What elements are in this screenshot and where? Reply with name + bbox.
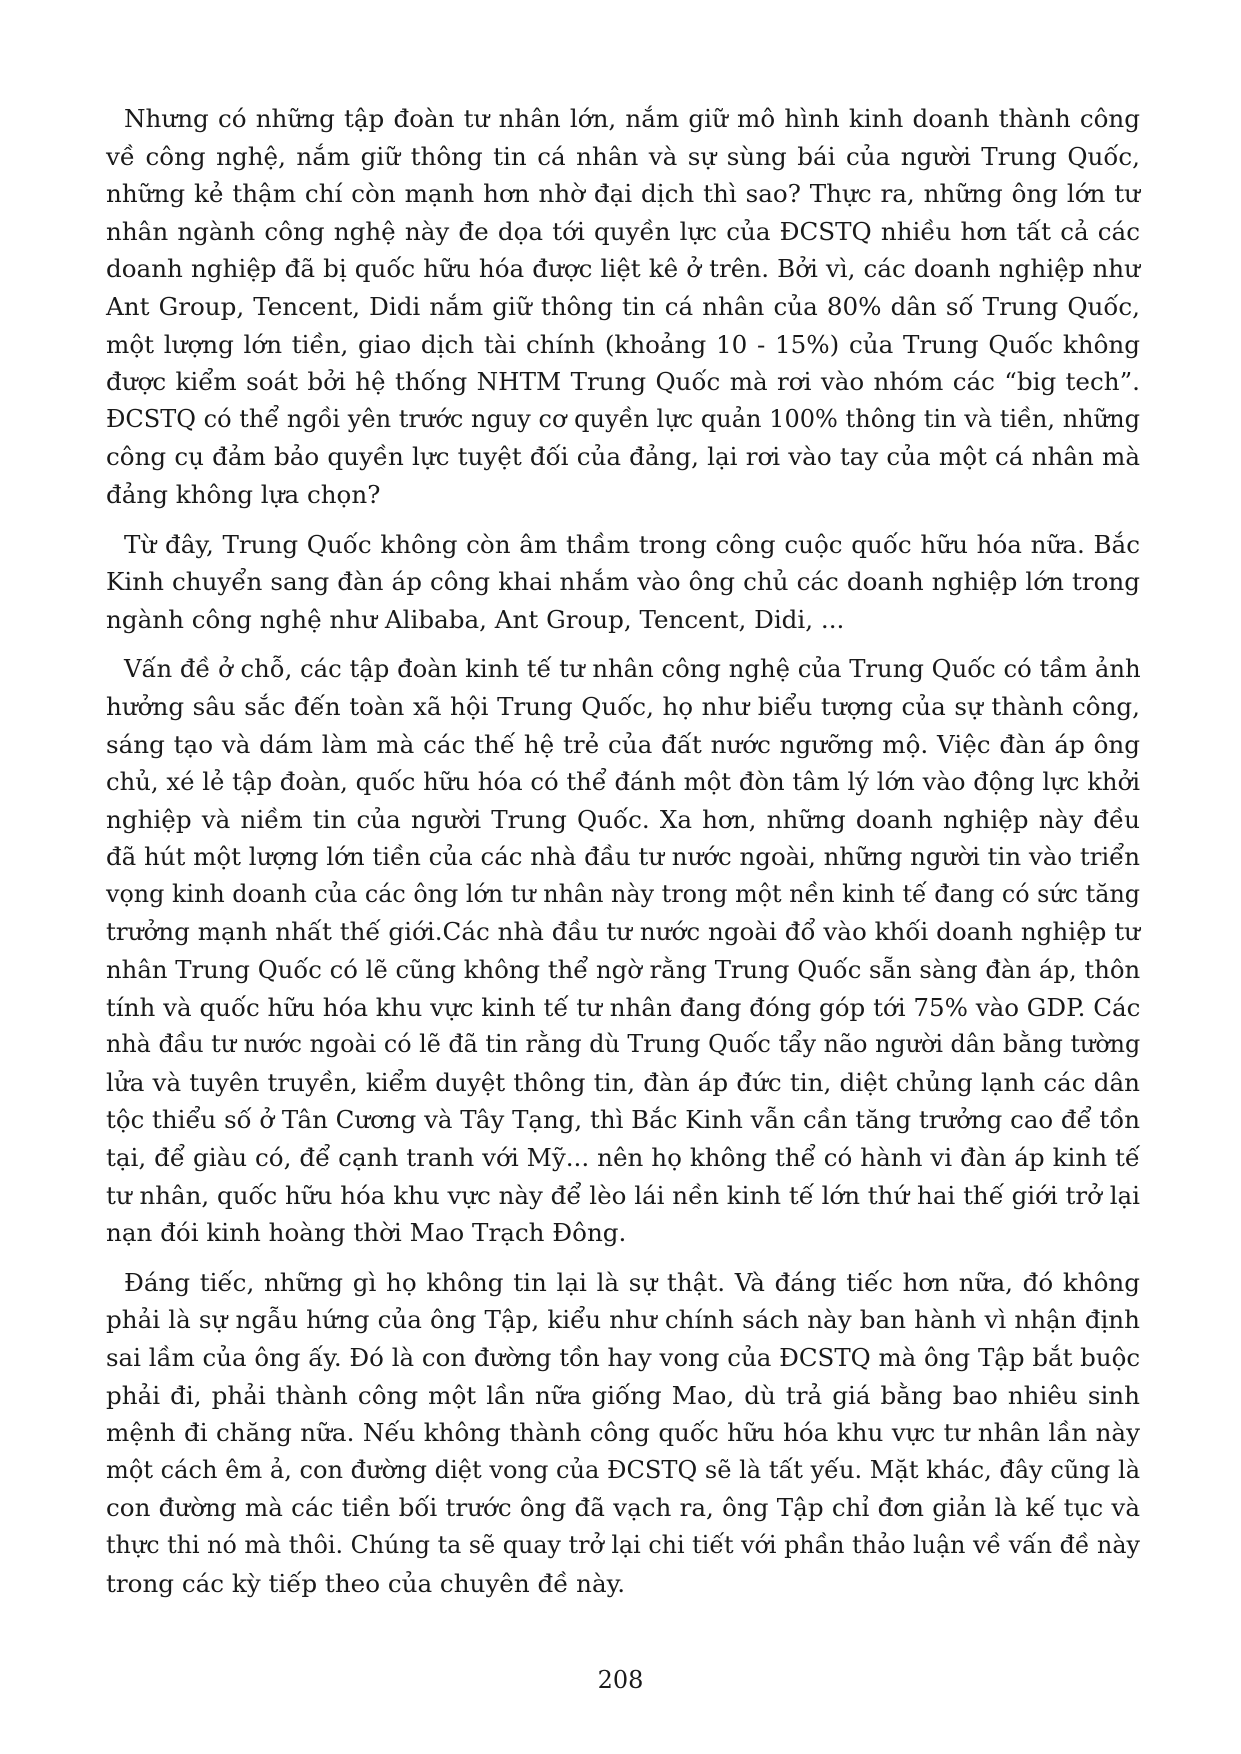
- text-line: Vấn đề ở chỗ, các tập đoàn kinh tế tư nhân công nghệ của Trung Quốc có tầm ảnh: [124, 654, 1141, 684]
- text-line: chủ, xé lẻ tập đoàn, quốc hữu hóa có thể đánh một đòn tâm lý lớn vào động lực khởi: [106, 767, 1140, 797]
- text-line: Kinh chuyển sang đàn áp công khai nhắm vào ông chủ các doanh nghiệp lớn trong: [106, 567, 1140, 597]
- text-line: tư nhân, quốc hữu hóa khu vực này để lèo lái nền kinh tế lớn thứ hai thế giới trở lại: [106, 1180, 1140, 1210]
- text-line: tại, để giàu có, để cạnh tranh với Mỹ... nên họ không thể có hành vi đàn áp kinh tế: [106, 1143, 1140, 1173]
- text-line: sáng tạo và dám làm mà các thế hệ trẻ của đất nước ngưỡng mộ. Việc đàn áp ông: [106, 729, 1140, 759]
- text-line: trưởng mạnh nhất thế giới.Các nhà đầu tư nước ngoài đổ vào khối doanh nghiệp tư: [106, 917, 1140, 947]
- text-line: con đường mà các tiền bối trước ông đã vạch ra, ông Tập chỉ đơn giản là kế tục và: [106, 1493, 1140, 1523]
- text-line: về công nghệ, nắm giữ thông tin cá nhân và sự sùng bái của người Trung Quốc,: [106, 141, 1140, 171]
- text-line: Ant Group, Tencent, Didi nắm giữ thông tin cá nhân của 80% dân số Trung Quốc,: [106, 291, 1140, 321]
- text-line: nhân ngành công nghệ này đe dọa tới quyền lực của ĐCSTQ nhiều hơn tất cả các: [106, 216, 1140, 246]
- paragraph: [106, 650, 1140, 1252]
- text-line: lửa và tuyên truyền, kiểm duyệt thông tin, đàn áp đức tin, diệt chủng lạnh các dân: [106, 1067, 1140, 1097]
- text-line: nghiệp và niềm tin của người Trung Quốc. Xa hơn, những doanh nghiệp này đều: [106, 804, 1140, 834]
- text-line: nạn đói kinh hoàng thời Mao Trạch Đông.: [106, 1218, 627, 1248]
- page-number: 208: [597, 1666, 644, 1694]
- text-line: được kiểm soát bởi hệ thống NHTM Trung Quốc mà rơi vào nhóm các “big tech”.: [106, 367, 1140, 397]
- text-line: mệnh đi chăng nữa. Nếu không thành công quốc hữu hóa khu vực tư nhân lần này: [106, 1418, 1140, 1448]
- text-line: công cụ đảm bảo quyền lực tuyệt đối của đảng, lại rơi vào tay của một cá nhân mà: [106, 442, 1140, 472]
- text-line: hưởng sâu sắc đến toàn xã hội Trung Quốc, họ như biểu tượng của sự thành công,: [106, 691, 1140, 721]
- text-line: Nhưng có những tập đoàn tư nhân lớn, nắm giữ mô hình kinh doanh thành công: [124, 104, 1140, 133]
- text-line: doanh nghiệp đã bị quốc hữu hóa được liệt kê ở trên. Bởi vì, các doanh nghiệp như: [106, 254, 1140, 284]
- text-line: trong các kỳ tiếp theo của chuyên đề này.: [106, 1568, 626, 1598]
- text-line: Đáng tiếc, những gì họ không tin lại là sự thật. Và đáng tiếc hơn nữa, đó không: [124, 1267, 1140, 1297]
- text-line: một cách êm ả, con đường diệt vong của ĐCSTQ sẽ là tất yếu. Mặt khác, đây cũng là: [106, 1455, 1141, 1484]
- text-line: thực thi nó mà thôi. Chúng ta sẽ quay trở lại chi tiết với phần thảo luận về vấn đề này: [106, 1530, 1140, 1559]
- text-line: sai lầm của ông ấy. Đó là con đường tồn hay vong của ĐCSTQ mà ông Tập bắt buộc: [106, 1343, 1141, 1372]
- text-line: ngành công nghệ như Alibaba, Ant Group, Tencent, Didi, ...: [106, 604, 845, 634]
- text-line: vọng kinh doanh của các ông lớn tư nhân này trong một nền kinh tế đang có sức tăng: [106, 879, 1141, 908]
- text-line: phải là sự ngẫu hứng của ông Tập, kiểu như chính sách này ban hành vì nhận định: [106, 1305, 1140, 1335]
- text-line: một lượng lớn tiền, giao dịch tài chính (khoảng 10 - 15%) của Trung Quốc không: [106, 329, 1140, 359]
- text-line: nhân Trung Quốc có lẽ cũng không thể ngờ rằng Trung Quốc sẵn sàng đàn áp, thôn: [106, 955, 1141, 985]
- text-line: ĐCSTQ có thể ngồi yên trước nguy cơ quyền lực quản 100% thông tin và tiền, những: [106, 404, 1140, 433]
- text-line: nhà đầu tư nước ngoài có lẽ đã tin rằng dù Trung Quốc tẩy não người dân bằng tường: [106, 1030, 1141, 1059]
- text-line: Từ đây, Trung Quốc không còn âm thầm trong công cuộc quốc hữu hóa nữa. Bắc: [124, 529, 1140, 559]
- text-line: phải đi, phải thành công một lần nữa giống Mao, dù trả giá bằng bao nhiêu sinh: [106, 1380, 1140, 1410]
- text-line: tính và quốc hữu hóa khu vực kinh tế tư nhân đang đóng góp tới 75% vào GDP. Các: [106, 992, 1141, 1022]
- paragraph: [106, 1264, 1140, 1602]
- text-line: đã hút một lượng lớn tiền của các nhà đầu tư nước ngoài, những người tin vào triển: [106, 842, 1140, 872]
- body-text: [106, 100, 1140, 1614]
- text-line: những kẻ thậm chí còn mạnh hơn nhờ đại dịch thì sao? Thực ra, những ông lớn tư: [106, 179, 1140, 209]
- paragraph: [106, 100, 1140, 514]
- paragraph: [106, 526, 1140, 639]
- text-line: đảng không lựa chọn?: [106, 479, 381, 509]
- text-line: tộc thiểu số ở Tân Cương và Tây Tạng, thì Bắc Kinh vẫn cần tăng trưởng cao để tồn: [106, 1105, 1140, 1135]
